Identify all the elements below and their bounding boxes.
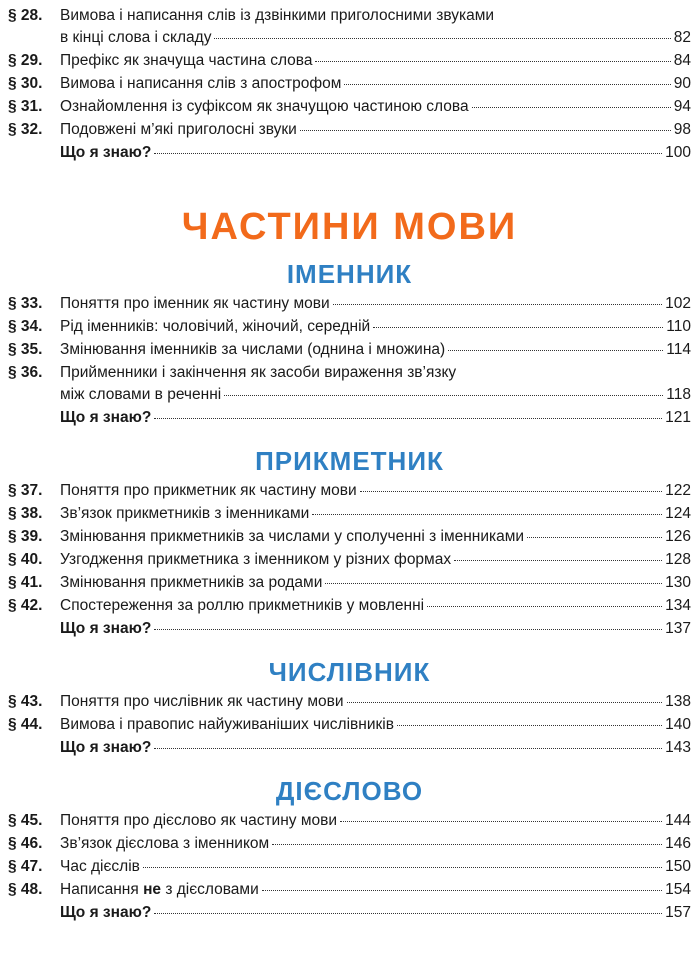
- toc-noun-list: [8, 292, 691, 429]
- paragraph-number: § 39.: [8, 528, 43, 545]
- entry-title: [60, 878, 259, 901]
- dot-leader: [347, 702, 663, 703]
- page-number: 137: [665, 620, 691, 637]
- toc-row: [8, 361, 691, 384]
- page-number: 140: [665, 716, 691, 733]
- toc-row: [8, 292, 691, 315]
- entry-title-pre: Написання: [60, 881, 144, 898]
- page-number: 138: [665, 693, 691, 710]
- toc-row: [8, 338, 691, 361]
- toc-top-list: [8, 4, 691, 164]
- entry-title: Поняття про іменник як частину мови: [60, 295, 330, 312]
- entry-title: Узгодження прикметника з іменником у різних формах: [60, 551, 452, 568]
- page-number: 98: [673, 121, 691, 138]
- dot-leader: [448, 350, 663, 351]
- entry-title: Ознайомлення із суфіксом як значущою частиною слова: [60, 98, 469, 115]
- entry-title: Префікс як значуща частина слова: [60, 52, 313, 69]
- dot-leader: [325, 583, 662, 584]
- entry-title: Поняття про дієслово як частину мови: [60, 812, 337, 829]
- dot-leader: [300, 130, 671, 131]
- page-number: 134: [665, 597, 691, 614]
- paragraph-number: § 48.: [8, 881, 43, 898]
- paragraph-number: § 32.: [8, 121, 43, 138]
- page-number: 90: [673, 75, 691, 92]
- paragraph-number: § 41.: [8, 574, 43, 591]
- page-number: 143: [665, 739, 691, 756]
- toc-row: [8, 49, 691, 72]
- entry-title: Час дієслів: [60, 858, 140, 875]
- dot-leader: [224, 395, 663, 396]
- entry-title: Поняття про прикметник як частину мови: [60, 482, 357, 499]
- paragraph-number: § 38.: [8, 505, 43, 522]
- dot-leader: [397, 725, 662, 726]
- entry-title: Змінювання прикметників за числами у сполученні з іменниками: [60, 528, 525, 545]
- dot-leader: [312, 514, 662, 515]
- dot-leader: [154, 153, 662, 154]
- entry-title-emphasis: не: [143, 881, 162, 898]
- paragraph-number: § 44.: [8, 716, 43, 733]
- toc-row: [8, 118, 691, 141]
- toc-row: [8, 4, 691, 27]
- entry-title: Змінювання прикметників за родами: [60, 574, 323, 591]
- section-title-numeral: ЧИСЛІВНИК: [268, 657, 431, 687]
- page-number: 157: [665, 904, 691, 921]
- toc-row: [8, 594, 691, 617]
- dot-leader: [454, 560, 662, 561]
- toc-row: [8, 571, 691, 594]
- dot-leader: [154, 418, 662, 419]
- toc-row-review: [8, 141, 691, 164]
- entry-title-post: з дієсловами: [161, 881, 259, 898]
- page-number: 126: [665, 528, 691, 545]
- toc-row: [8, 525, 691, 548]
- toc-row: [8, 713, 691, 736]
- toc-row: [8, 690, 691, 713]
- page-number: 114: [666, 341, 691, 358]
- dot-leader: [154, 748, 662, 749]
- toc-row: [8, 479, 691, 502]
- toc-numeral-list: [8, 690, 691, 759]
- page-number: 100: [665, 144, 691, 161]
- toc-row: [8, 548, 691, 571]
- page-number: 110: [666, 318, 691, 335]
- toc-row: [8, 832, 691, 855]
- review-title: Що я знаю?: [60, 739, 152, 756]
- paragraph-number: § 34.: [8, 318, 43, 335]
- page-number: 150: [665, 858, 691, 875]
- entry-title: Зв’язок дієслова з іменником: [60, 835, 270, 852]
- dot-leader: [143, 867, 662, 868]
- toc-adjective-list: [8, 479, 691, 640]
- paragraph-number: § 45.: [8, 812, 43, 829]
- page-number: 118: [666, 386, 691, 403]
- paragraph-number: § 33.: [8, 295, 43, 312]
- paragraph-number: § 46.: [8, 835, 43, 852]
- toc-row-review: [8, 901, 691, 924]
- dot-leader: [262, 890, 662, 891]
- dot-leader: [340, 821, 662, 822]
- paragraph-number: § 36.: [8, 364, 43, 381]
- paragraph-number: § 43.: [8, 693, 43, 710]
- paragraph-number: § 35.: [8, 341, 43, 358]
- entry-title: Рід іменників: чоловічий, жіночий, середній: [60, 318, 371, 335]
- page-number: 121: [665, 409, 691, 426]
- page-number: 130: [665, 574, 691, 591]
- entry-title: Поняття про числівник як частину мови: [60, 693, 344, 710]
- part-title: ЧАСТИНИ МОВИ: [181, 206, 518, 248]
- dot-leader: [427, 606, 662, 607]
- toc-row-continuation: [8, 26, 691, 49]
- dot-leader: [344, 84, 670, 85]
- dot-leader: [333, 304, 663, 305]
- entry-title: Прийменники і закінчення як засоби вираження зв’язку: [60, 364, 457, 381]
- section-title-adjective: ПРИКМЕТНИК: [255, 446, 444, 476]
- toc-row: [8, 315, 691, 338]
- paragraph-number: § 28.: [8, 7, 43, 24]
- page-number: 144: [665, 812, 691, 829]
- toc-row: [8, 502, 691, 525]
- page-number: 82: [673, 29, 691, 46]
- entry-title: Вимова і написання слів із дзвінкими приголосними звуками: [60, 7, 495, 24]
- dot-leader: [214, 38, 670, 39]
- entry-title: Зв’язок прикметників з іменниками: [60, 505, 310, 522]
- entry-title: Вимова і написання слів з апострофом: [60, 75, 342, 92]
- toc-row-continuation: [8, 383, 691, 406]
- dot-leader: [527, 537, 662, 538]
- toc-row: [8, 72, 691, 95]
- toc-row: [8, 855, 691, 878]
- review-title: Що я знаю?: [60, 409, 152, 426]
- entry-title: Подовжені м’які приголосні звуки: [60, 121, 297, 138]
- paragraph-number: § 47.: [8, 858, 43, 875]
- review-title: Що я знаю?: [60, 620, 152, 637]
- entry-title: Вимова і правопис найуживаніших числівників: [60, 716, 394, 733]
- entry-title: Спостереження за роллю прикметників у мовленні: [60, 597, 425, 614]
- dot-leader: [472, 107, 671, 108]
- toc-row: [8, 878, 691, 901]
- dot-leader: [373, 327, 663, 328]
- page-number: 128: [665, 551, 691, 568]
- toc-row: [8, 95, 691, 118]
- paragraph-number: § 29.: [8, 52, 43, 69]
- toc-verb-list: [8, 809, 691, 924]
- dot-leader: [360, 491, 662, 492]
- section-title-verb: ДІЄСЛОВО: [275, 776, 424, 806]
- page-number: 122: [665, 482, 691, 499]
- entry-title: Змінювання іменників за числами (однина і множина): [60, 341, 446, 358]
- page-number: 102: [665, 295, 691, 312]
- dot-leader: [154, 913, 662, 914]
- toc-row-review: [8, 406, 691, 429]
- paragraph-number: § 40.: [8, 551, 43, 568]
- paragraph-number: § 31.: [8, 98, 43, 115]
- paragraph-number: § 42.: [8, 597, 43, 614]
- dot-leader: [315, 61, 670, 62]
- toc-row-review: [8, 736, 691, 759]
- toc-row: [8, 809, 691, 832]
- section-title-noun: ІМЕННИК: [286, 259, 413, 289]
- page-number: 84: [673, 52, 691, 69]
- entry-title-continuation: між словами в реченні: [60, 386, 222, 403]
- review-title: Що я знаю?: [60, 904, 152, 921]
- dot-leader: [154, 629, 662, 630]
- dot-leader: [272, 844, 662, 845]
- entry-title-continuation: в кінці слова і складу: [60, 29, 212, 46]
- page-number: 154: [665, 881, 691, 898]
- page-number: 146: [665, 835, 691, 852]
- paragraph-number: § 37.: [8, 482, 43, 499]
- paragraph-number: § 30.: [8, 75, 43, 92]
- page-number: 124: [665, 505, 691, 522]
- toc-row-review: [8, 617, 691, 640]
- review-title: Що я знаю?: [60, 144, 152, 161]
- page-number: 94: [673, 98, 691, 115]
